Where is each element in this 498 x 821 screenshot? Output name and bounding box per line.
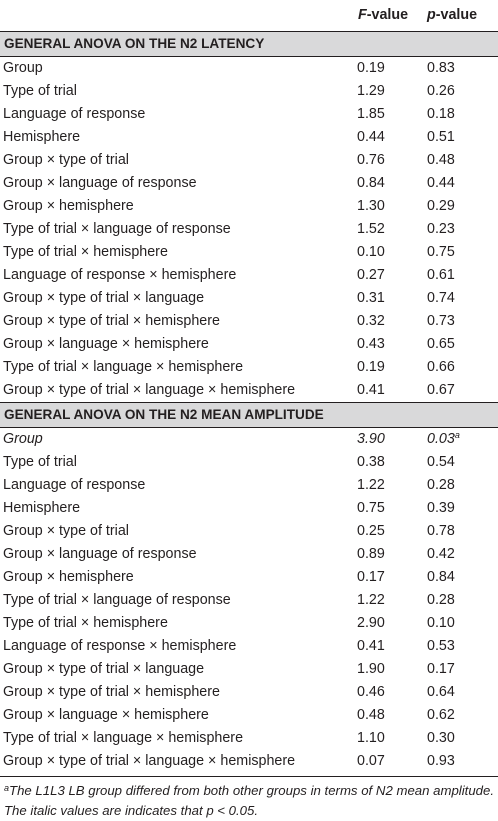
p-value: 0.53 xyxy=(427,638,455,654)
table-body xyxy=(0,32,498,774)
table-row xyxy=(0,589,498,612)
f-value-cell: 3.90 xyxy=(357,431,385,447)
f-value-cell: 0.25 xyxy=(357,523,385,539)
effect-label: Group xyxy=(3,431,43,447)
p-value: 0.83 xyxy=(427,60,455,76)
p-value-cell xyxy=(425,704,498,727)
table-row xyxy=(0,310,498,333)
effect-label: Group × type of trial × language xyxy=(3,290,205,306)
effect-label: Type of trial xyxy=(3,83,77,99)
p-value-cell xyxy=(425,589,498,612)
effect-label: Group × language × hemisphere xyxy=(3,707,209,723)
p-value-cell xyxy=(425,612,498,635)
table-row xyxy=(0,333,498,356)
effect-label: Language of response × hemisphere xyxy=(3,638,237,654)
section-title: GENERAL ANOVA ON THE N2 MEAN AMPLITUDE xyxy=(0,403,498,428)
table-row xyxy=(0,497,498,520)
p-value: 0.23 xyxy=(427,221,455,237)
f-value-cell: 0.19 xyxy=(357,60,385,76)
f-value-cell: 1.90 xyxy=(357,661,385,677)
p-value: 0.30 xyxy=(427,730,455,746)
p-value-cell xyxy=(425,218,498,241)
p-value: 0.42 xyxy=(427,546,455,562)
p-value-cell xyxy=(425,474,498,497)
table-row xyxy=(0,727,498,750)
f-value-cell: 1.22 xyxy=(357,592,385,608)
table-row xyxy=(0,543,498,566)
effect-label: Group × language × hemisphere xyxy=(3,336,209,352)
section-title: GENERAL ANOVA ON THE N2 LATENCY xyxy=(0,32,498,57)
effect-label: Group × language of response xyxy=(3,546,197,562)
effect-label: Group × type of trial × hemisphere xyxy=(3,313,220,329)
p-suffix: -value xyxy=(435,7,478,23)
p-value: 0.28 xyxy=(427,592,455,608)
p-value: 0.29 xyxy=(427,198,455,214)
p-value-cell xyxy=(425,287,498,310)
p-value: 0.10 xyxy=(427,615,455,631)
p-value: 0.73 xyxy=(427,313,455,329)
table-row xyxy=(0,126,498,149)
table-row xyxy=(0,750,498,773)
p-value-cell xyxy=(425,428,498,452)
table-row xyxy=(0,566,498,589)
footnote-text: The L1L3 LB group differed from both other groups in terms of N2 mean amplitude. The italic values are indicates that p < 0.05. xyxy=(4,783,494,818)
f-value-cell: 0.32 xyxy=(357,313,385,329)
p-value-cell xyxy=(425,195,498,218)
p-value-cell xyxy=(425,333,498,356)
f-value-cell: 0.46 xyxy=(357,684,385,700)
table-row xyxy=(0,57,498,81)
p-value: 0.18 xyxy=(427,106,455,122)
effect-label: Group × language of response xyxy=(3,175,197,191)
table-row xyxy=(0,80,498,103)
effect-label: Group × type of trial × hemisphere xyxy=(3,684,220,700)
f-value-cell: 0.31 xyxy=(357,290,385,306)
p-value: 0.26 xyxy=(427,83,455,99)
table-row xyxy=(0,451,498,474)
f-value-cell: 0.43 xyxy=(357,336,385,352)
p-value: 0.28 xyxy=(427,477,455,493)
table-row xyxy=(0,635,498,658)
p-value: 0.39 xyxy=(427,500,455,516)
effect-label: Type of trial × hemisphere xyxy=(3,615,168,631)
f-value-cell: 2.90 xyxy=(357,615,385,631)
table-row xyxy=(0,287,498,310)
table-row xyxy=(0,704,498,727)
p-value-cell xyxy=(425,149,498,172)
p-value-cell xyxy=(425,356,498,379)
table-row xyxy=(0,241,498,264)
f-symbol: F xyxy=(358,7,367,23)
p-value-cell xyxy=(425,103,498,126)
f-value-cell: 0.48 xyxy=(357,707,385,723)
effect-label: Type of trial xyxy=(3,454,77,470)
f-value-cell: 0.10 xyxy=(357,244,385,260)
header-row xyxy=(0,0,498,32)
footnote-ref: a xyxy=(454,430,460,440)
p-value: 0.66 xyxy=(427,359,455,375)
effect-label: Group xyxy=(3,60,43,76)
effect-label: Group × type of trial × language × hemisphere xyxy=(3,382,296,398)
header-p-value xyxy=(425,0,498,32)
p-value-cell xyxy=(425,57,498,81)
table-row xyxy=(0,379,498,403)
f-value-cell: 1.10 xyxy=(357,730,385,746)
f-value-cell: 1.85 xyxy=(357,106,385,122)
p-value: 0.17 xyxy=(427,661,455,677)
table-header xyxy=(0,0,498,32)
p-symbol: p xyxy=(427,7,436,23)
table-row xyxy=(0,356,498,379)
effect-label: Type of trial × hemisphere xyxy=(3,244,168,260)
p-value-cell xyxy=(425,497,498,520)
f-value-cell: 0.38 xyxy=(357,454,385,470)
effect-label: Hemisphere xyxy=(3,500,81,516)
footnote-marker: a xyxy=(4,783,10,793)
effect-label: Group × hemisphere xyxy=(3,198,134,214)
f-value-cell: 0.41 xyxy=(357,382,385,398)
p-value-cell xyxy=(425,727,498,750)
table-row xyxy=(0,612,498,635)
effect-label: Group × type of trial × language × hemisphere xyxy=(3,753,296,769)
table-footnote xyxy=(0,777,498,821)
effect-label: Group × type of trial xyxy=(3,152,129,168)
table-row xyxy=(0,681,498,704)
p-value: 0.64 xyxy=(427,684,455,700)
p-value: 0.03 xyxy=(427,431,455,447)
effect-label: Group × type of trial xyxy=(3,523,129,539)
f-value-cell: 0.27 xyxy=(357,267,385,283)
p-value-cell xyxy=(425,520,498,543)
p-value-cell xyxy=(425,566,498,589)
p-value: 0.74 xyxy=(427,290,455,306)
table-row xyxy=(0,218,498,241)
p-value: 0.65 xyxy=(427,336,455,352)
p-value-cell xyxy=(425,681,498,704)
f-value-cell: 0.19 xyxy=(357,359,385,375)
p-value: 0.61 xyxy=(427,267,455,283)
table-row xyxy=(0,474,498,497)
effect-label: Hemisphere xyxy=(3,129,81,145)
p-value-cell xyxy=(425,126,498,149)
f-value-cell: 1.29 xyxy=(357,83,385,99)
p-value: 0.44 xyxy=(427,175,455,191)
table-row xyxy=(0,149,498,172)
effect-label: Group × hemisphere xyxy=(3,569,134,585)
table-row xyxy=(0,520,498,543)
p-value: 0.62 xyxy=(427,707,455,723)
effect-label: Type of trial × language of response xyxy=(3,221,231,237)
p-value: 0.51 xyxy=(427,129,455,145)
table-row xyxy=(0,264,498,287)
p-value-cell xyxy=(425,635,498,658)
p-value: 0.78 xyxy=(427,523,455,539)
f-value-cell: 1.22 xyxy=(357,477,385,493)
p-value-cell xyxy=(425,543,498,566)
f-value-cell: 0.41 xyxy=(357,638,385,654)
p-value-cell xyxy=(425,310,498,333)
table-row xyxy=(0,172,498,195)
p-value-cell xyxy=(425,750,498,773)
table-row xyxy=(0,428,498,452)
p-value-cell xyxy=(425,80,498,103)
p-value-cell xyxy=(425,379,498,403)
section-header-row xyxy=(0,403,498,428)
effect-label: Group × type of trial × language xyxy=(3,661,205,677)
p-value: 0.48 xyxy=(427,152,455,168)
p-value-cell xyxy=(425,264,498,287)
effect-label: Type of trial × language × hemisphere xyxy=(3,730,244,746)
f-value-cell: 0.07 xyxy=(357,753,385,769)
f-value-cell: 0.17 xyxy=(357,569,385,585)
p-value-cell xyxy=(425,172,498,195)
p-value: 0.84 xyxy=(427,569,455,585)
effect-label: Language of response xyxy=(3,106,146,122)
p-value: 0.93 xyxy=(427,753,455,769)
p-value: 0.67 xyxy=(427,382,455,398)
effect-label: Type of trial × language of response xyxy=(3,592,231,608)
f-value-cell: 0.76 xyxy=(357,152,385,168)
p-value-cell xyxy=(425,451,498,474)
f-suffix: -value xyxy=(366,7,409,23)
f-value-cell: 0.75 xyxy=(357,500,385,516)
f-value-cell: 1.30 xyxy=(357,198,385,214)
f-value-cell: 0.44 xyxy=(357,129,385,145)
p-value: 0.54 xyxy=(427,454,455,470)
f-value-cell: 1.52 xyxy=(357,221,385,237)
header-f-value xyxy=(344,0,425,32)
p-value-cell xyxy=(425,658,498,681)
table-row xyxy=(0,103,498,126)
f-value-cell: 0.89 xyxy=(357,546,385,562)
header-effect xyxy=(0,0,344,32)
f-value-cell: 0.84 xyxy=(357,175,385,191)
table-row xyxy=(0,658,498,681)
p-value-cell xyxy=(425,241,498,264)
table-row xyxy=(0,195,498,218)
effect-label: Language of response × hemisphere xyxy=(3,267,237,283)
section-header-row xyxy=(0,32,498,57)
p-value: 0.75 xyxy=(427,244,455,260)
effect-label: Type of trial × language × hemisphere xyxy=(3,359,244,375)
effect-label: Language of response xyxy=(3,477,146,493)
